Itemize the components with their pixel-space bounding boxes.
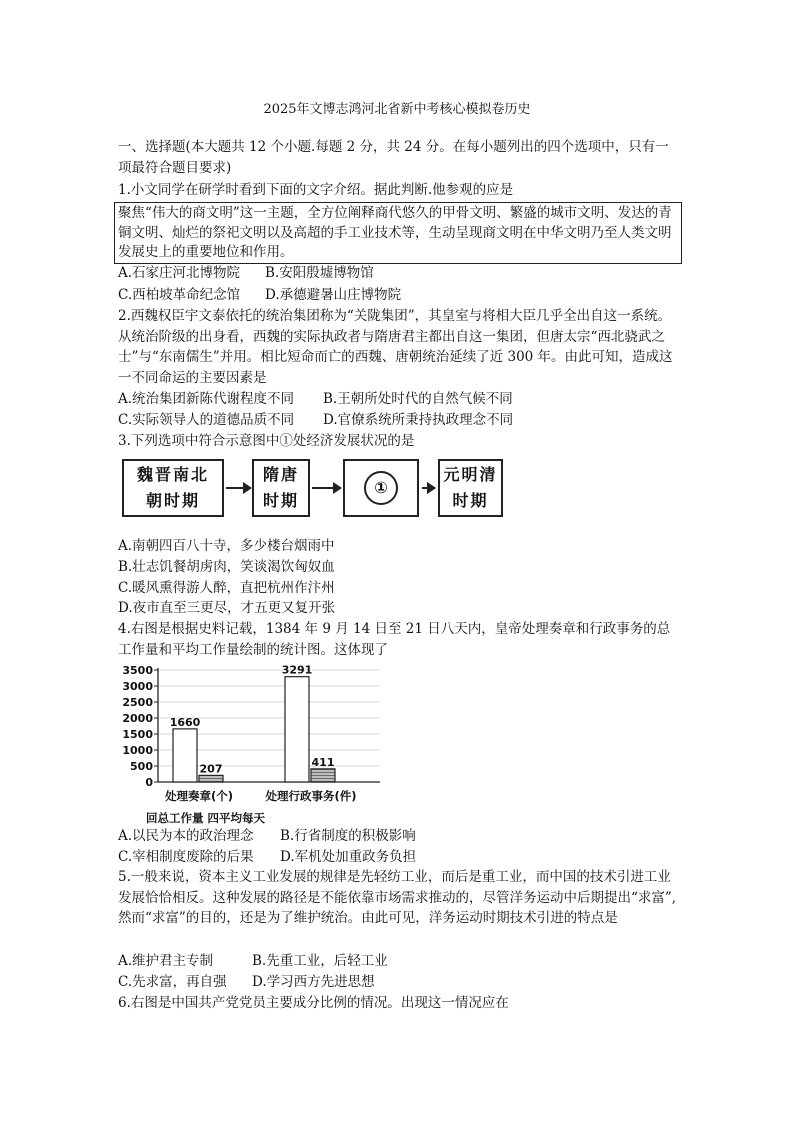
y-tick-label: 1500 xyxy=(122,728,153,741)
flow-arrow-2 xyxy=(312,487,340,489)
q4-stem: 4.右图是根据史料记载，1384 年 9 月 14 日至 21 日八天内，皇帝处理奏章和行政事务的总工作量和平均工作量绘制的统计图。这体现了 xyxy=(118,621,671,658)
flow-box-yuanmingqing-line1: 元明清 xyxy=(443,465,498,484)
chart-legend: 回总工作量 四平均每天 xyxy=(146,811,266,825)
q1-option-c: C.西柏坡革命纪念馆 xyxy=(118,287,241,303)
bar-average xyxy=(199,775,223,782)
q3-flow-diagram xyxy=(118,455,678,530)
q2-stem: 2.西魏权臣宇文泰依托的统治集团称为“关陇集团”，其皇室与将相大臣几乎全出自这一系统。从统治阶级的出身看，西魏的实际执政者与隋唐君主都出自这一集团，但唐太宗“西北骁武之士”与“东南儒生”并用。相比短命而亡的西魏、唐朝统治延续了近 300 年。由此可知，造成这一不同命运的主要因素是 xyxy=(118,308,673,386)
y-tick-label: 2000 xyxy=(122,712,153,725)
q2-option-c: C.实际领导人的道德品质不同 xyxy=(118,412,295,428)
flow-box-blank xyxy=(343,459,419,517)
q3-option-d: D.夜市直至三更尽，才五更又复开张 xyxy=(118,600,336,616)
q5-option-b: B.先重工业，后轻工业 xyxy=(252,953,388,969)
bar-total xyxy=(173,729,197,782)
q4-option-c: C.宰相制度废除的后果 xyxy=(118,849,254,865)
section-instruction-line2: 项最符合题目要求) xyxy=(118,160,232,176)
bar-value-label: 1660 xyxy=(169,715,201,729)
y-tick-label: 2500 xyxy=(122,696,153,709)
bar-average xyxy=(311,769,335,782)
category-label: 处理行政事务(件) xyxy=(265,789,357,803)
q3-option-a: A.南朝四百八十寺，多少楼台烟雨中 xyxy=(118,538,335,554)
q1-stem: 1.小文同学在研学时看到下面的文字介绍。据此判断.他参观的应是 xyxy=(118,182,514,198)
y-tick-label: 3500 xyxy=(122,664,153,677)
q1-option-a: A.石家庄河北博物院 xyxy=(118,265,241,281)
chart-category-labels xyxy=(164,789,357,803)
q5-option-a: A.维护君主专制 xyxy=(118,953,214,969)
flow-box-yuanmingqing xyxy=(438,459,503,517)
bar-total xyxy=(285,677,309,782)
q5-stem: 5.一般来说，资本主义工业发展的规律是先轻纺工业，而后是重工业，而中国的技术引进工业发展恰恰相反。这种发展的路径是不能依靠市场需求推动的，尽管洋务运动中后期提出“求富”,然而“求富”的目的，还是为了维护统治。由此可见，洋务运动时期技术引进的特点是 xyxy=(118,869,677,926)
bar-value-label: 411 xyxy=(311,755,335,769)
flow-box-weijin-line1: 魏晋南北 xyxy=(136,465,209,484)
q1-option-b: B.安阳殷墟博物馆 xyxy=(265,265,374,281)
q1-text-box: 聚焦“伟大的商文明”这一主题，全方位阐释商代悠久的甲骨文明、繁盛的城市文明、发达的青铜文明、灿烂的祭祀文明以及高超的手工业技术等，生动呈现商文明在中华文明乃至人类文明发展史上的重要地位和作用。 xyxy=(114,202,682,264)
bar-value-label: 207 xyxy=(199,762,223,776)
y-tick-label: 0 xyxy=(145,776,153,789)
q6-stem: 6.右图是中国共产党党员主要成分比例的情况。出现这一情况应在 xyxy=(118,995,509,1011)
q4-option-a: A.以民为本的政治理念 xyxy=(118,828,254,844)
flow-box-suitang xyxy=(252,459,310,517)
q2-option-b: B.王朝所处时代的自然气候不同 xyxy=(323,391,513,407)
y-tick-label: 500 xyxy=(130,760,153,773)
category-label: 处理奏章(个) xyxy=(164,789,234,803)
section-instruction-line1: 一、选择题(本大题共 12 个小题.每题 2 分，共 24 分。在每小题列出的四个选项中，只有一 xyxy=(118,139,669,155)
flow-box-weijin-line2: 朝时期 xyxy=(145,491,200,510)
q4-bar-chart xyxy=(118,663,388,828)
q1-option-d: D.承德避暑山庄博物院 xyxy=(265,287,402,303)
q5-option-c: C.先求富，再自强 xyxy=(118,974,227,990)
q3-stem: 3.下列选项中符合示意图中①处经济发展状况的是 xyxy=(118,433,415,449)
y-tick-label: 3000 xyxy=(122,680,153,693)
y-tick-label: 1000 xyxy=(122,744,153,757)
circled-number-1: ① xyxy=(364,471,398,505)
q4-option-b: B.行省制度的积极影响 xyxy=(280,828,416,844)
flow-arrow-1 xyxy=(226,487,250,489)
q3-option-b: B.壮志饥餐胡虏肉，笑谈渴饮匈奴血 xyxy=(118,559,335,575)
flow-box-suitang-line2: 时期 xyxy=(262,491,299,510)
flow-box-weijin xyxy=(122,459,224,517)
q2-option-a: A.统治集团新陈代谢程度不同 xyxy=(118,391,295,407)
page-title: 2025年文博志鸿河北省新中考核心模拟卷历史 xyxy=(263,102,531,117)
flow-box-suitang-line1: 隋唐 xyxy=(262,465,299,484)
q3-option-c: C.暖风熏得游人醉，直把杭州作汴州 xyxy=(118,580,335,596)
q2-option-d: D.官僚系统所秉持执政理念不同 xyxy=(323,412,514,428)
flow-box-yuanmingqing-line2: 时期 xyxy=(452,491,489,510)
q4-option-d: D.军机处加重政务负担 xyxy=(280,849,417,865)
q5-option-d: D.学习西方先进思想 xyxy=(252,974,375,990)
chart-y-ticks xyxy=(122,664,158,789)
bar-value-label: 3291 xyxy=(281,663,313,677)
